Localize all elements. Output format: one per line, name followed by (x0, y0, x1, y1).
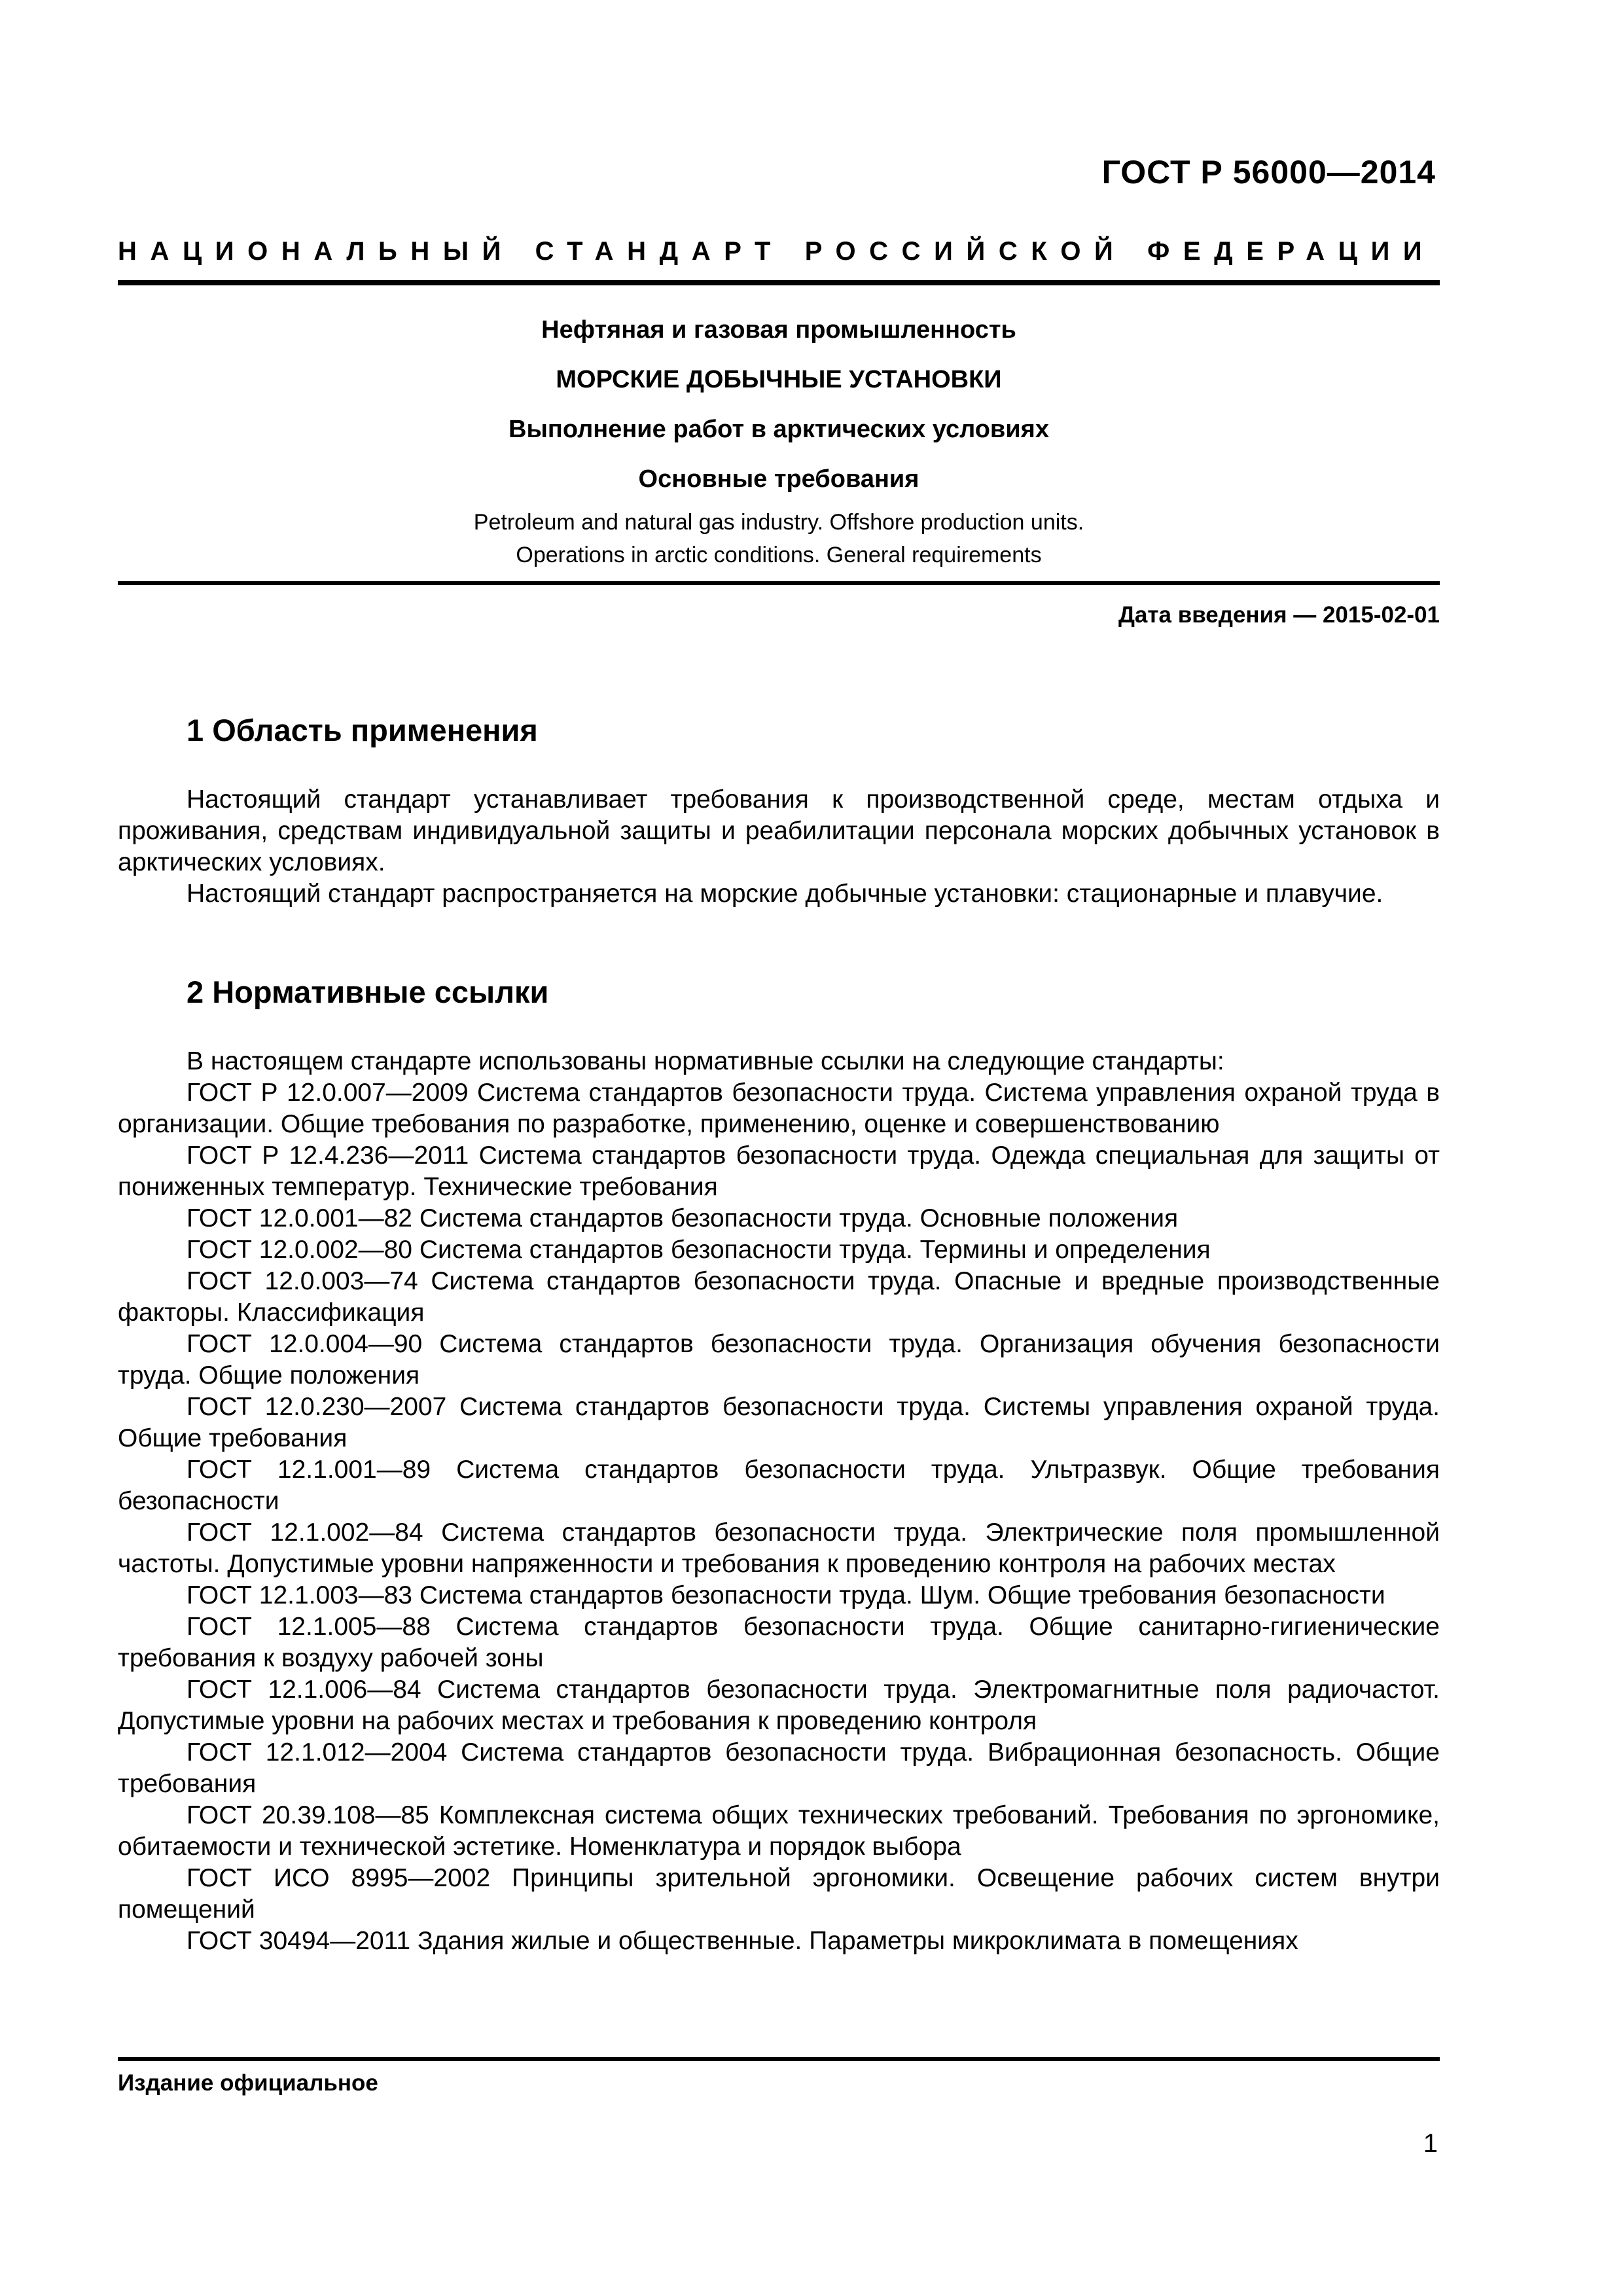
page-number: 1 (1423, 2129, 1438, 2158)
edition-label: Издание официальное (118, 2070, 378, 2096)
reference-item: ГОСТ 12.1.005—88 Система стандартов безопасности труда. Общие санитарно-гигиенические требования к воздуху рабочей зоны (118, 1613, 1440, 1672)
title-rule (118, 581, 1440, 585)
section-2-intro: В настоящем стандарте использованы нормативные ссылки на следующие стандарты: (187, 1047, 1224, 1075)
section-1-body (118, 784, 1440, 910)
reference-item: ГОСТ 12.1.006—84 Система стандартов безопасности труда. Электромагнитные поля радиочастот. Допустимые уровни на рабочих местах и требования к проведению контроля (118, 1676, 1440, 1735)
section-1-paragraph: Настоящий стандарт распространяется на морские добычные установки: стационарные и плавучие. (187, 880, 1383, 908)
section-2-heading: 2 Нормативные ссылки (187, 975, 549, 1009)
section-1-paragraph: Настоящий стандарт устанавливает требования к производственной среде, местам отдыха и проживания, средствам индивидуальной защиты и реабилитации персонала морских добычных установок в арктических условиях. (118, 785, 1440, 876)
reference-item: ГОСТ 12.1.001—89 Система стандартов безопасности труда. Ультразвук. Общие требования безопасности (118, 1456, 1440, 1515)
title-english-line2: Operations in arctic conditions. General requirements (516, 543, 1042, 567)
reference-item: ГОСТ 30494—2011 Здания жилые и общественные. Параметры микроклимата в помещениях (187, 1927, 1298, 1955)
section-2-body (118, 1046, 1440, 1957)
section-1-heading: 1 Область применения (187, 713, 538, 747)
title-requirements: Основные требования (638, 465, 919, 493)
reference-item: ГОСТ 20.39.108—85 Комплексная система общих технических требований. Требования по эргономике, обитаемости и технической эстетике. Номенклатура и порядок выбора (118, 1801, 1440, 1861)
title-block (118, 305, 1440, 569)
reference-item: ГОСТ 12.0.230—2007 Система стандартов безопасности труда. Системы управления охраной труда. Общие требования (118, 1393, 1440, 1452)
reference-item: ГОСТ 12.1.012—2004 Система стандартов безопасности труда. Вибрационная безопасность. Общие требования (118, 1738, 1440, 1798)
title-main: МОРСКИЕ ДОБЫЧНЫЕ УСТАНОВКИ (556, 366, 1002, 393)
title-subtitle: Выполнение работ в арктических условиях (508, 416, 1049, 443)
title-industry: Нефтяная и газовая промышленность (541, 316, 1016, 344)
reference-item: ГОСТ 12.1.003—83 Система стандартов безопасности труда. Шум. Общие требования безопасности (187, 1581, 1385, 1609)
intro-date: Дата введения — 2015-02-01 (1118, 602, 1440, 628)
reference-item: ГОСТ Р 12.0.007—2009 Система стандартов безопасности труда. Система управления охраной труда в организации. Общие требования по разработке, применению, оценке и совершенствованию (118, 1079, 1440, 1138)
reference-item: ГОСТ 12.0.001—82 Система стандартов безопасности труда. Основные положения (187, 1204, 1179, 1232)
title-english-line1: Petroleum and natural gas industry. Offshore production units. (473, 510, 1084, 535)
national-standard-title: НАЦИОНАЛЬНЫЙ СТАНДАРТ РОССИЙСКОЙ ФЕДЕРАЦИИ (118, 237, 1436, 266)
reference-item: ГОСТ 12.1.002—84 Система стандартов безопасности труда. Электрические поля промышленной частоты. Допустимые уровни напряженности и требования к проведению контроля на рабочих местах (118, 1518, 1440, 1578)
header-rule (118, 280, 1440, 285)
reference-item: ГОСТ ИСО 8995—2002 Принципы зрительной эргономики. Освещение рабочих систем внутри помещений (118, 1864, 1440, 1924)
document-number: ГОСТ Р 56000—2014 (1101, 154, 1436, 190)
footer-rule (118, 2057, 1440, 2061)
reference-item: ГОСТ Р 12.4.236—2011 Система стандартов безопасности труда. Одежда специальная для защиты от пониженных температур. Технические требования (118, 1141, 1440, 1201)
reference-item: ГОСТ 12.0.002—80 Система стандартов безопасности труда. Термины и определения (187, 1236, 1211, 1264)
reference-item: ГОСТ 12.0.003—74 Система стандартов безопасности труда. Опасные и вредные производственные факторы. Классификация (118, 1267, 1440, 1327)
reference-item: ГОСТ 12.0.004—90 Система стандартов безопасности труда. Организация обучения безопасности труда. Общие положения (118, 1330, 1440, 1390)
